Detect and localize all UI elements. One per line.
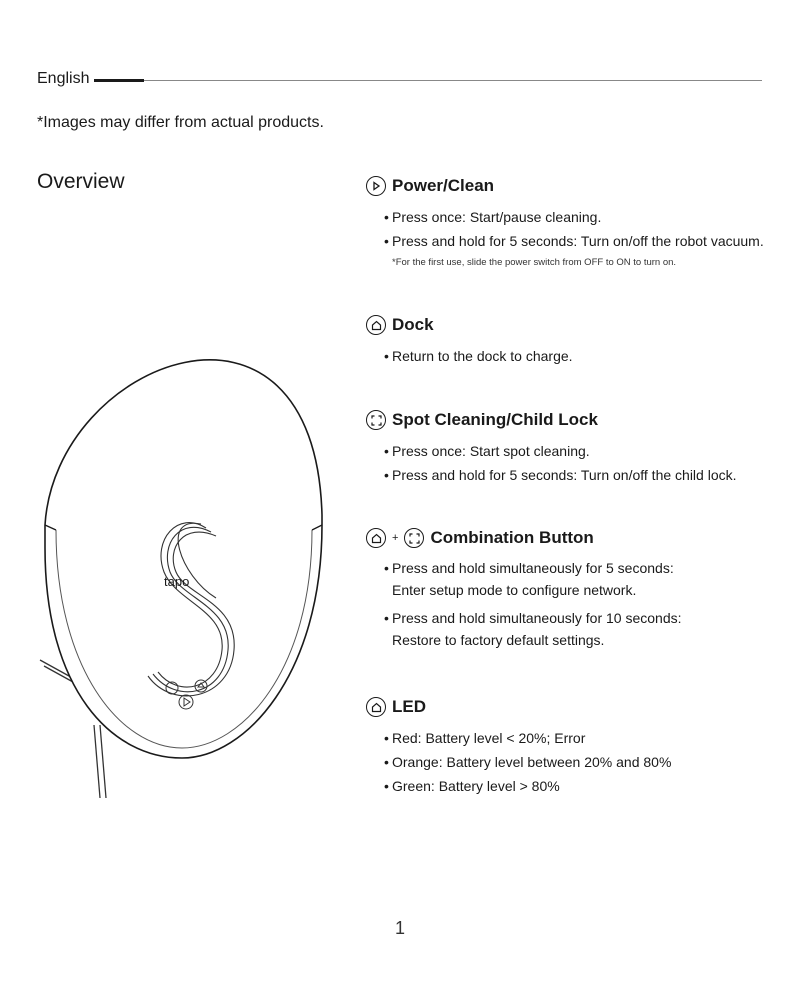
section-dock bbox=[366, 312, 786, 368]
combination-button-title: Combination Button bbox=[430, 528, 594, 547]
dock-icon bbox=[366, 528, 386, 548]
section-spot-cleaning bbox=[366, 407, 786, 487]
dock-icon bbox=[366, 315, 386, 335]
led-title: LED bbox=[392, 697, 426, 716]
plus-sign: + bbox=[392, 532, 399, 544]
dock-title: Dock bbox=[392, 315, 434, 334]
page-number: 1 bbox=[394, 918, 405, 938]
list-item bbox=[366, 557, 786, 601]
power-note: *For the first use, slide the power switch from OFF to ON to turn on. bbox=[392, 257, 677, 268]
list-item-line: Enter setup mode to configure network. bbox=[392, 582, 637, 598]
list-item: • Green: Battery level > 80% bbox=[366, 774, 786, 798]
section-power-clean bbox=[366, 173, 786, 268]
spot-cleaning-icon bbox=[366, 410, 386, 430]
disclaimer: *Images may differ from actual products. bbox=[37, 114, 324, 131]
spot-cleaning-title: Spot Cleaning/Child Lock bbox=[392, 410, 598, 429]
led-icon bbox=[366, 697, 386, 717]
section-combination-button bbox=[366, 525, 786, 657]
list-item: • Press and hold for 5 seconds: Turn on/off the child lock. bbox=[366, 463, 786, 487]
list-item bbox=[366, 607, 786, 651]
list-item-line: Restore to factory default settings. bbox=[392, 632, 605, 648]
header-rule bbox=[94, 80, 762, 81]
power-clean-title: Power/Clean bbox=[392, 176, 495, 195]
section-led bbox=[366, 694, 786, 798]
brand-logo: tapo bbox=[164, 574, 190, 589]
language-label: English bbox=[37, 70, 90, 87]
list-item: • Red: Battery level < 20%; Error bbox=[366, 726, 786, 750]
list-item: • Press and hold for 5 seconds: Turn on/off the robot vacuum. bbox=[366, 229, 786, 253]
header-rule-accent bbox=[94, 79, 144, 82]
list-item: • Return to the dock to charge. bbox=[366, 344, 786, 368]
list-item: • Press once: Start spot cleaning. bbox=[366, 439, 786, 463]
list-item: • Press once: Start/pause cleaning. bbox=[366, 205, 786, 229]
list-item-line: Press and hold simultaneously for 5 seconds: bbox=[392, 560, 674, 576]
power-clean-icon bbox=[366, 176, 386, 196]
list-item-line: Press and hold simultaneously for 10 seconds: bbox=[392, 610, 682, 626]
overview-title: Overview bbox=[37, 170, 125, 193]
robot-vacuum-illustration bbox=[30, 280, 350, 810]
list-item: • Orange: Battery level between 20% and 80% bbox=[366, 750, 786, 774]
spot-cleaning-icon bbox=[404, 528, 424, 548]
